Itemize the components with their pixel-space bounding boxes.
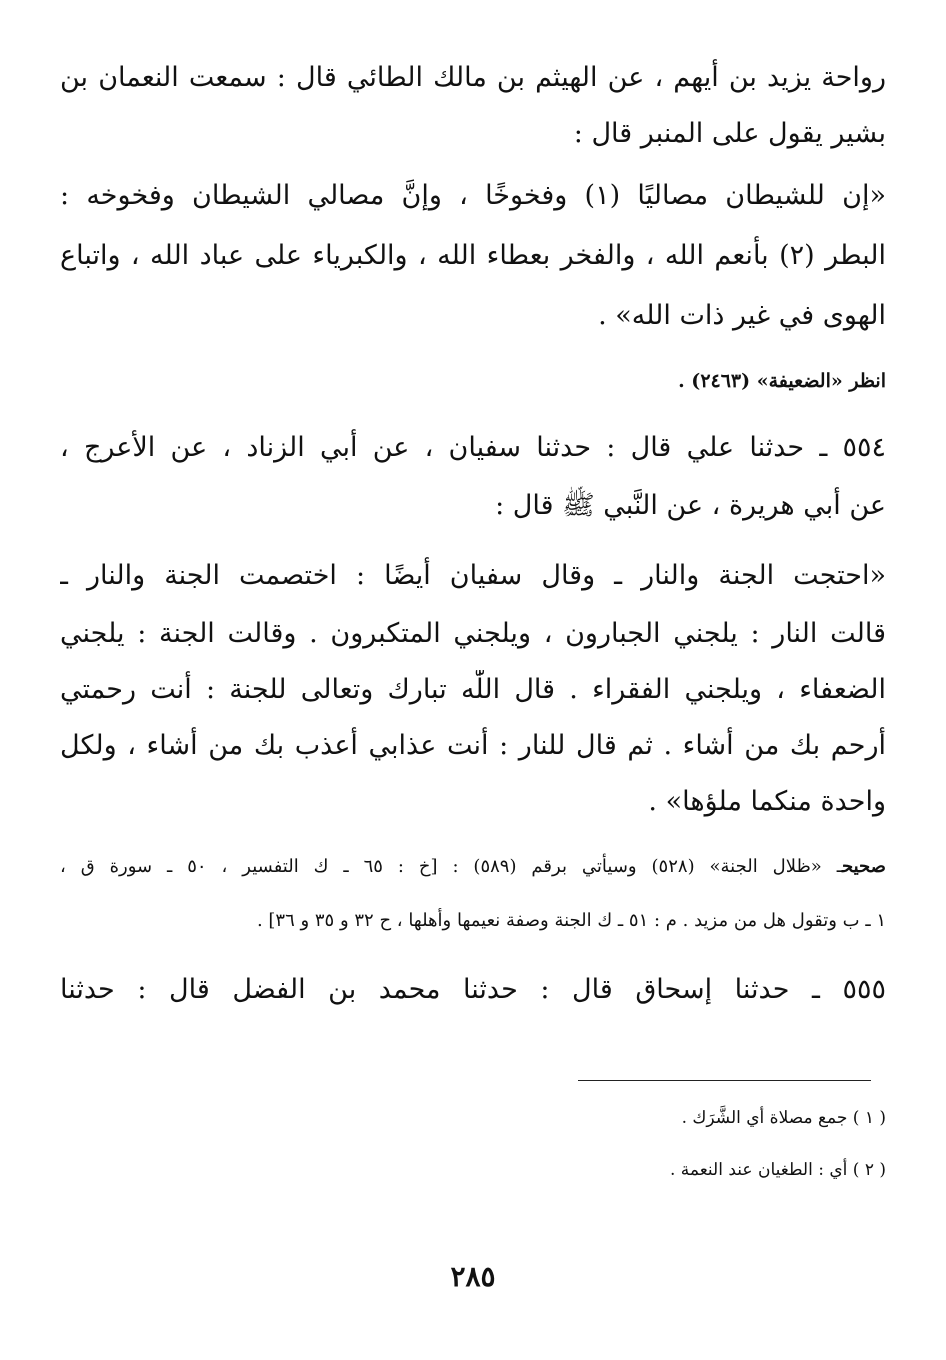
text-line: الهوى في غير ذات الله» .	[598, 300, 886, 331]
text-line: عن أبي هريرة ، عن النَّبي ﷺ قال :	[495, 490, 886, 521]
page-number: ٢٨٥	[450, 1260, 496, 1293]
text-line: البطر (٢) بأنعم الله ، والفخر بعطاء الله ، والكبرياء على عباد الله ، واتباع	[60, 240, 886, 271]
hadith-555-chain: ٥٥٥ ـ حدثنا إسحاق قال : حدثنا محمد بن الفضل قال : حدثنا	[60, 974, 886, 1005]
text-line: واحدة منكما ملؤها» .	[648, 786, 886, 817]
text-line: أرحم بك من أشاء . ثم قال للنار : أنت عذابي أعذب بك من أشاء ، ولكل	[60, 730, 886, 761]
footnote-separator	[578, 1080, 871, 1081]
hadith-554-chain: ٥٥٤ ـ حدثنا علي قال : حدثنا سفيان ، عن أبي الزناد ، عن الأعرج ،	[60, 432, 886, 463]
footnote-2: ( ٢ ) أي : الطغيان عند النعمة .	[669, 1160, 886, 1180]
hadith-grading	[60, 852, 886, 882]
text-line: الضعفاء ، ويلجني الفقراء . قال اللّٰه تبارك وتعالى للجنة : أنت رحمتي	[60, 674, 886, 705]
text-line: «احتجت الجنة والنار ـ وقال سفيان أيضًا : اختصمت الجنة والنار ـ	[60, 560, 886, 591]
hadith-grading: انظر «الضعيفة» (٢٤٦٣) .	[678, 370, 886, 392]
footnote-1: ( ١ ) جمع مصلاة أي الشَّرَك .	[681, 1108, 886, 1128]
text-line: «إن للشيطان مصاليًا (١) وفخوخًا ، وإنَّ مصالي الشيطان وفخوخه :	[60, 180, 886, 211]
text-line: قالت النار : يلجني الجبارون ، ويلجني المتكبرون . وقالت الجنة : يلجني	[60, 618, 886, 649]
grading-text: ـ «ظلال الجنة» (٥٢٨) وسيأتي برقم (٥٨٩) : [خ : ٦٥ ـ ك التفسير ، ٥٠ ـ سورة ق ،	[60, 856, 842, 877]
hadith-grading: ١ ـ ب وتقول هل من مزيد . م : ٥١ ـ ك الجنة وصفة نعيمها وأهلها ، ح ٣٢ و ٣٥ و ٣٦] .	[256, 910, 886, 931]
text-line: رواحة يزيد بن أيهم ، عن الهيثم بن مالك الطائي قال : سمعت النعمان بن	[60, 62, 886, 93]
text-line: بشير يقول على المنبر قال :	[573, 118, 886, 149]
grading-label: صحيح	[842, 856, 886, 877]
